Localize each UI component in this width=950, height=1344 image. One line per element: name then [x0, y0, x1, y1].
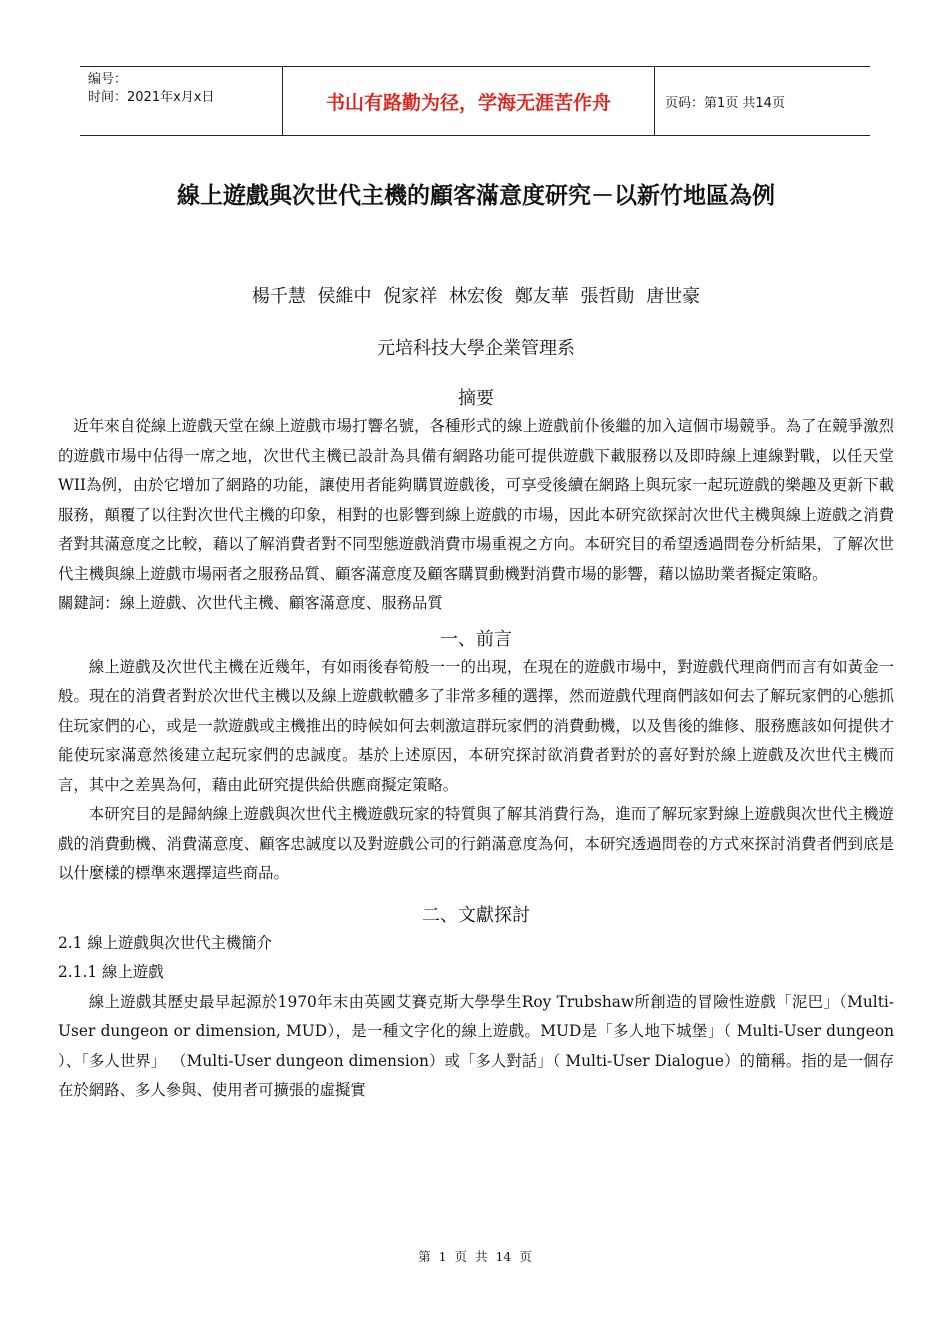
section-1-paragraph-2: 本研究目的是歸納線上遊戲與次世代主機遊戲玩家的特質與了解其消費行為，進而了解玩家對線上遊戲與次世代主機遊戲的消費動機、消費滿意度、顧客忠誠度以及對遊戲公司的行銷滿意度為何，本研究透過問卷的方式來探討消費者們到底是以什麼樣的標準來選擇這些商品。 — [58, 805, 894, 882]
section-1-paragraph-1: 線上遊戲及次世代主機在近幾年，有如雨後春筍般一一的出現，在現在的遊戲市場中，對遊戲代理商們而言有如黃金一般。現在的消費者對於次世代主機以及線上遊戲軟體多了非常多種的選擇，然而遊戲代理商們該如何去了解玩家們的心態抓住玩家們的心，或是一款遊戲或主機推出的時候如何去刺激這群玩家們的消費動機，以及售後的維修、服務應該如何提供才能使玩家滿意然後建立起玩家們的忠誠度。基於上述原因，本研究探討欲消費者對於的喜好對於線上遊戲及次世代主機而言，其中之差異為何，藉由此研究提供給供應商擬定策略。 — [58, 657, 894, 794]
subsection-2-1-1-heading: 2.1.1 線上遊戲 — [58, 963, 164, 981]
paper-title: 線上遊戲與次世代主機的顧客滿意度研究－以新竹地區為例 — [177, 182, 775, 209]
section-2-heading: 二、文獻探討 — [422, 904, 530, 926]
page-info-cell — [655, 67, 870, 135]
motto-cell — [282, 67, 655, 135]
abstract-heading: 摘要 — [458, 388, 494, 409]
code-label: 编号： — [88, 72, 128, 87]
author-list: 楊千慧 侯維中 倪家祥 林宏俊 鄭友華 張哲勛 唐世豪 — [251, 286, 701, 307]
motto-text: 书山有路勤为径，学海无涯苦作舟 — [325, 91, 611, 114]
page-info-text: 页码：第1页 共14页 — [665, 95, 785, 111]
abstract-paragraph: 近年來自從線上遊戲天堂在線上遊戲市場打響名號，各種形式的線上遊戲前仆後繼的加入這個市場競爭。為了在競爭激烈的遊戲市場中佔得一席之地，次世代主機已設計為具備有網路功能可提供遊戲下載服務以及即時線上連線對戰，以任天堂WII為例，由於它增加了網路的功能，讓使用者能夠購買遊戲後，可享受後續在網路上與玩家一起玩遊戲的樂趣及更新下載服務，顛覆了以往對次世代主機的印象，相對的也影響到線上遊戲的市場，因此本研究欲探討次世代主機與線上遊戲之消費者對其滿意度之比較，藉以了解消費者對不同型態遊戲消費市場重視之方向。本研究目的希望透過問卷分析結果，了解次世代主機與線上遊戲市場兩者之服務品質、顧客滿意度及顧客購買動機對消費市場的影響，藉以協助業者擬定策略。 — [58, 417, 894, 583]
paper-body — [58, 170, 894, 1106]
subsection-2-1-heading: 2.1 線上遊戲與次世代主機簡介 — [58, 933, 273, 952]
time-label: 时间：2021年x月x日 — [88, 90, 215, 105]
document-header-table — [80, 66, 870, 136]
section-2-paragraph-1: 線上遊戲其歷史最早起源於1970年末由英國艾賽克斯大學學生Roy Trubshaw所創造的冒險性遊戲「泥巴」（Multi-User dungeon or dimension, MUD），是一種文字化的線上遊戲。MUD是「多人地下城堡」（ Multi-User dungeon ）、「多人世界」 （Multi-User dungeon dimension）或「多人對話」（ Multi-User Dialogue）的簡稱。指的是一個存在於網路、多人參與、使用者可擴張的虛擬實 — [58, 992, 894, 1099]
keywords-line: 關鍵詞：線上遊戲、次世代主機、顧客滿意度、服務品質 — [58, 594, 443, 612]
section-1-heading: 一、前言 — [440, 628, 512, 650]
header-meta-cell — [80, 67, 282, 135]
affiliation: 元培科技大學企業管理系 — [377, 338, 575, 359]
page-footer: 第 1 页 共 14 页 — [418, 1249, 532, 1264]
